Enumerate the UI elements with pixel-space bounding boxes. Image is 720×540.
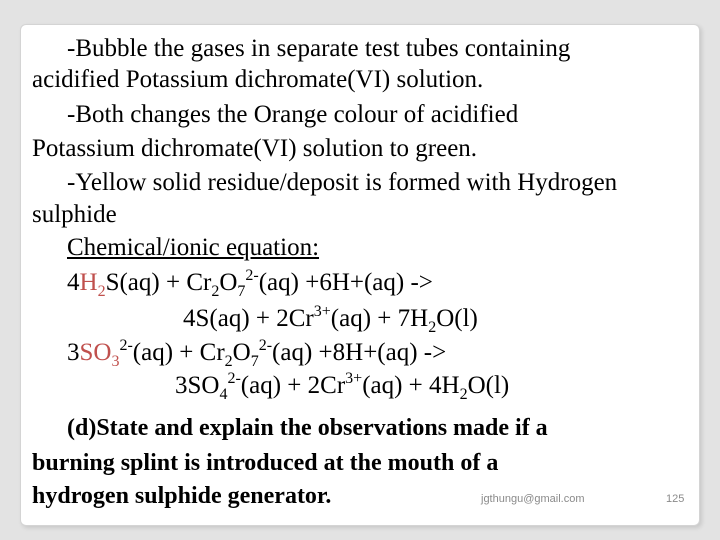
- footer-email: jgthungu@gmail.com: [481, 493, 585, 505]
- both-line-2: Potassium dichromate(VI) solution to green.: [32, 135, 478, 162]
- eq1-cr-sub: 2: [211, 283, 220, 300]
- footer-page-number: 125: [666, 493, 685, 505]
- eq1b-cr-charge: 3+: [313, 303, 331, 320]
- eq2-so-sub: 3: [111, 353, 120, 370]
- eq2-so: SO: [79, 339, 112, 366]
- eq2-charge: 2-: [119, 337, 133, 354]
- eq2-coef: 3: [67, 339, 80, 366]
- equation-2: [67, 338, 446, 368]
- eq2b-so-charge: 2-: [227, 370, 241, 387]
- eq2b-part4: O(l): [467, 372, 510, 399]
- bubble-line-2: acidified Potassium dichromate(VI) solution.: [32, 66, 484, 93]
- eq2-charge2: 2-: [258, 337, 273, 354]
- eq1-charge: 2-: [245, 267, 259, 284]
- eq2b-part3: (aq) + 4H: [362, 372, 460, 399]
- yellow-line-1: -Yellow solid residue/deposit is formed with Hydrogen: [67, 169, 618, 196]
- eq1-o-sub: 7: [237, 283, 246, 300]
- eq1-rest: (aq) +6H+(aq) ->: [258, 269, 433, 296]
- equation-1: [67, 268, 433, 298]
- eq1-after-s: (aq) + Cr: [119, 269, 212, 296]
- eq1-s: S: [105, 269, 120, 296]
- eq2-rest: (aq) +8H+(aq) ->: [272, 339, 447, 366]
- question-line-3: hydrogen sulphide generator.: [32, 483, 332, 509]
- eq1b-part1: 4S(aq) + 2Cr: [183, 305, 314, 332]
- equation-2-products: [175, 371, 509, 401]
- eq2-cr-sub: 2: [224, 353, 233, 370]
- eq1-coef: 4: [67, 269, 80, 296]
- eq2-o-sub: 7: [250, 353, 259, 370]
- eq1-h: H: [79, 269, 98, 296]
- eq2b-cr-charge: 3+: [345, 370, 363, 387]
- equation-heading: Chemical/ionic equation:: [67, 234, 320, 261]
- eq1-o: O: [219, 269, 238, 296]
- question-line-2: burning splint is introduced at the mouth of a: [32, 450, 499, 476]
- eq1b-part2: (aq) + 7H: [330, 305, 429, 332]
- eq2b-h-sub: 2: [459, 386, 468, 403]
- eq2b-part2: (aq) + 2Cr: [240, 372, 346, 399]
- eq2b-so-sub: 4: [219, 386, 228, 403]
- both-line-1: -Both changes the Orange colour of acidified: [67, 101, 519, 128]
- equation-1-products: [183, 304, 478, 334]
- bubble-line-1: -Bubble the gases in separate test tubes containing: [67, 35, 571, 62]
- eq2-o: O: [232, 339, 251, 366]
- yellow-line-2: sulphide: [32, 201, 117, 228]
- eq1b-h-sub: 2: [428, 319, 437, 336]
- eq1b-part3: O(l): [436, 305, 478, 332]
- eq2-after: (aq) + Cr: [132, 339, 225, 366]
- question-line-1: (d)State and explain the observations made if a: [67, 415, 548, 441]
- eq2b-part1: 3SO: [175, 372, 220, 399]
- eq1-h-sub: 2: [97, 283, 106, 300]
